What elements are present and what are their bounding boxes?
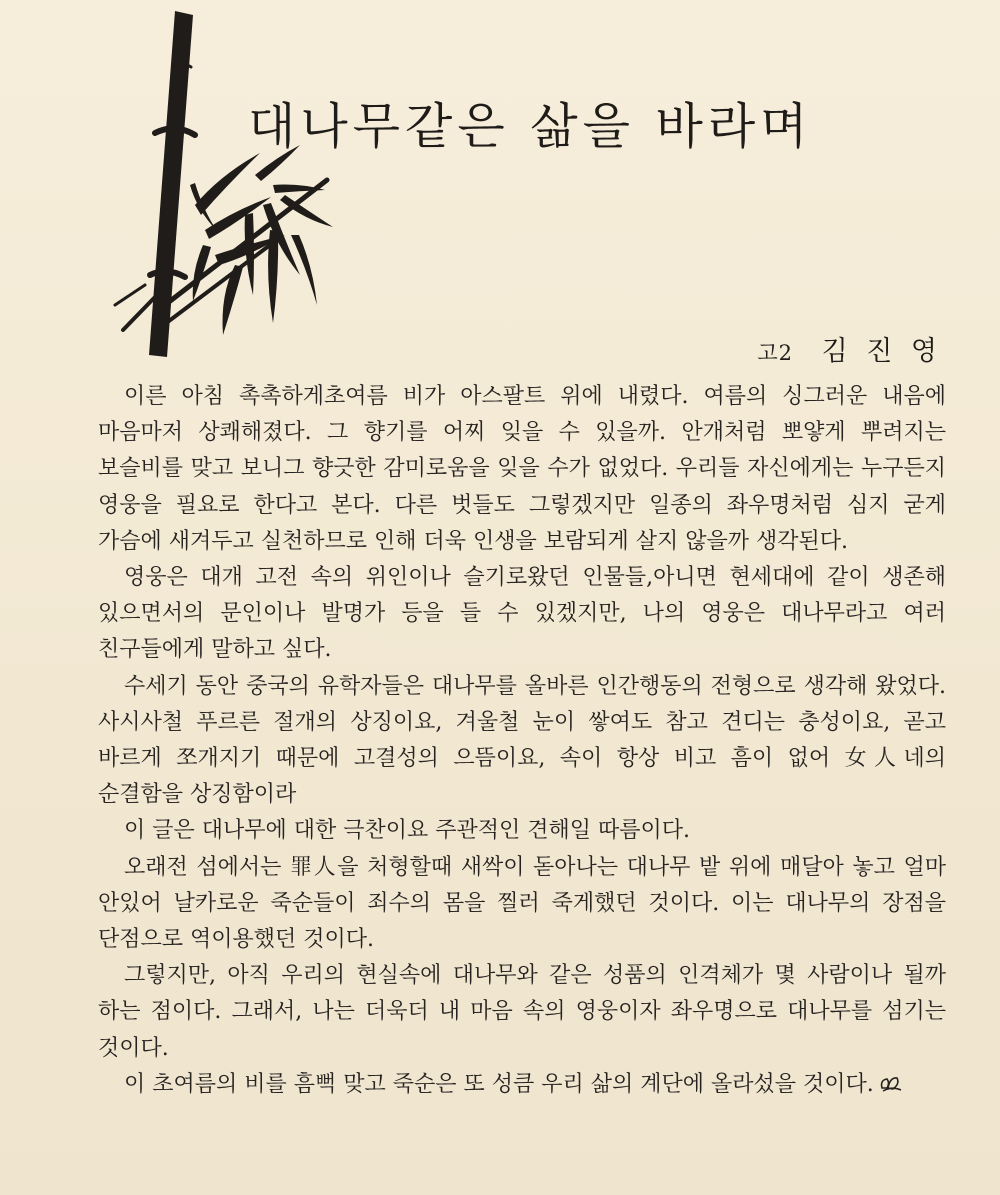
paragraph: 그렇지만, 아직 우리의 현실속에 대나무와 같은 성품의 인격체가 몇 사람이나 될까 하는 점이다. 그래서, 나는 더욱더 내 마음 속의 영웅이자 좌우명으로 대나무를 섬기는 것이다. xyxy=(98,963,946,1061)
author-name: 김 진 영 xyxy=(821,336,942,367)
author-byline xyxy=(757,329,942,368)
paragraph-text: 이 초여름의 비를 흠뻑 맞고 죽순은 또 성큼 우리 삶의 계단에 올라섰을 것이다. xyxy=(124,1071,874,1097)
end-mark-ornament-icon xyxy=(878,1074,904,1094)
last-paragraph xyxy=(98,1067,946,1103)
bamboo-illustration xyxy=(95,5,340,365)
article-body xyxy=(98,379,946,1103)
paragraph: 오래전 섬에서는 罪人을 처형할때 새싹이 돋아나는 대나무 밭 위에 매달아 놓고 얼마 안있어 날카로운 죽순들이 죄수의 몸을 찔러 죽게했던 것이다. 이는 대나무의 장점을 단점으로 역이용했던 것이다. xyxy=(98,854,946,953)
paragraph: 이 글은 대나무에 대한 극찬이요 주관적인 견해일 따름이다. xyxy=(124,818,690,844)
paragraph: 수세기 동안 중국의 유학자들은 대나무를 올바른 인간행동의 전형으로 생각해 왔었다. 사시사철 푸르른 절개의 상징이요, 겨울철 눈이 쌓여도 참고 견디는 충성이요, 곧고 바르게 쪼개지기 때문에 고결성의 으뜸이요, 속이 항상 비고 흠이 없어 女人네의 순결함을 상징함이라 xyxy=(98,673,946,808)
article-title: 대나무같은 삶을 바라며 xyxy=(248,98,813,155)
author-grade: 고2 xyxy=(757,341,793,365)
paragraph: 이른 아침 촉촉하게초여름 비가 아스팔트 위에 내렸다. 여름의 싱그러운 내음에 마음마저 상쾌해졌다. 그 향기를 어찌 잊을 수 있을까. 안개처럼 뽀얗게 뿌려지는 보슬비를 맞고 보니그 향긋한 감미로움을 잊을 수가 없었다. 우리들 자신에게는 누구든지 영웅을 필요로 한다고 본다. 다른 벗들도 그렇겠지만 일종의 좌우명처럼 심지 굳게 가슴에 새겨두고 실천하므로 인해 더욱 인생을 보람되게 살지 않을까 생각된다. xyxy=(98,384,946,554)
paragraph: 영웅은 대개 고전 속의 위인이나 슬기로왔던 인물들,아니면 현세대에 같이 생존해 있으면서의 문인이나 발명가 등을 들 수 있겠지만, 나의 영웅은 대나무라고 여러 친구들에게 말하고 싶다. xyxy=(98,565,946,663)
